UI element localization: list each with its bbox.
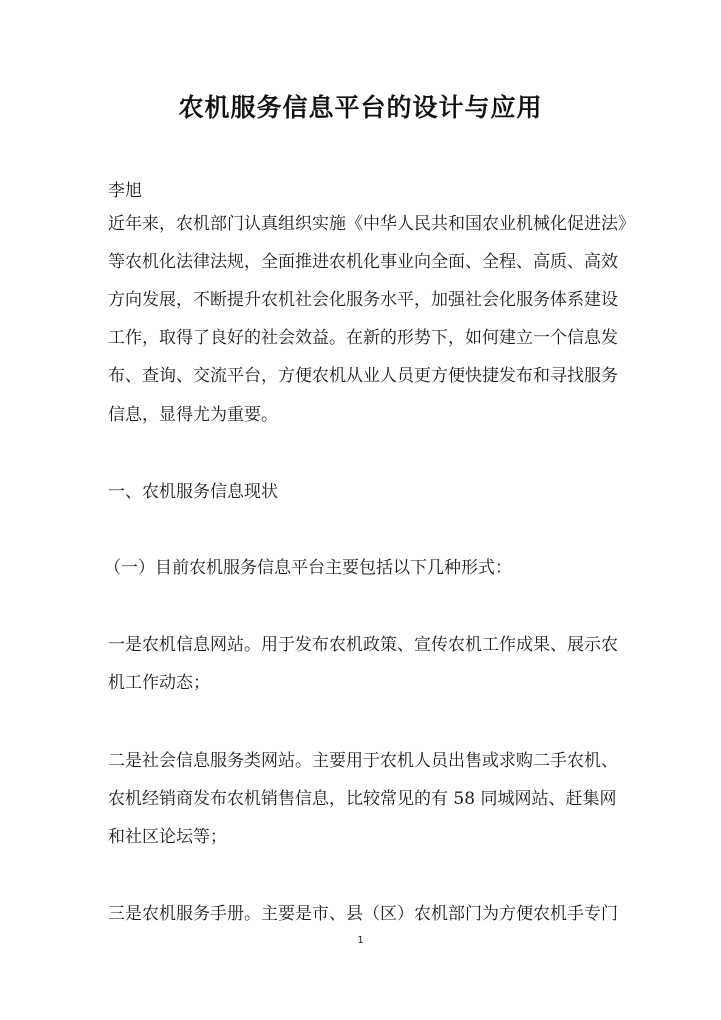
list-item-line: 农机经销商发布农机销售信息，比较常见的有 58 同城网站、赶集网: [108, 789, 617, 809]
subsection-heading: （一）目前农机服务信息平台主要包括以下几种形式：: [104, 558, 512, 578]
list-item-line: 机工作动态；: [108, 673, 210, 693]
list-item-line: 三是农机服务手册。主要是市、县（区）农机部门为方便农机手专门: [108, 904, 618, 924]
intro-line: 布、查询、交流平台，方便农机从业人员更方便快捷发布和寻找服务: [108, 366, 618, 386]
list-item-line: 和社区论坛等；: [108, 827, 227, 847]
intro-line: 工作，取得了良好的社会效益。在新的形势下，如何建立一个信息发: [108, 328, 618, 348]
intro-line: 方向发展，不断提升农机社会化服务水平，加强社会化服务体系建设: [108, 290, 618, 310]
list-item-line: 一是农机信息网站。用于发布农机政策、宣传农机工作成果、展示农: [108, 635, 618, 655]
page-number: 1: [357, 935, 364, 946]
intro-line: 近年来，农机部门认真组织实施《中华人民共和国农业机械化促进法》: [108, 214, 635, 234]
intro-line: 信息，显得尤为重要。: [108, 405, 278, 425]
section-heading: 一、农机服务信息现状: [108, 482, 278, 502]
list-item-line: 二是社会信息服务类网站。主要用于农机人员出售或求购二手农机、: [108, 751, 618, 771]
author: 李旭: [108, 181, 142, 201]
document-title: 农机服务信息平台的设计与应用: [178, 93, 543, 122]
intro-line: 等农机化法律法规，全面推进农机化事业向全面、全程、高质、高效: [108, 252, 618, 272]
